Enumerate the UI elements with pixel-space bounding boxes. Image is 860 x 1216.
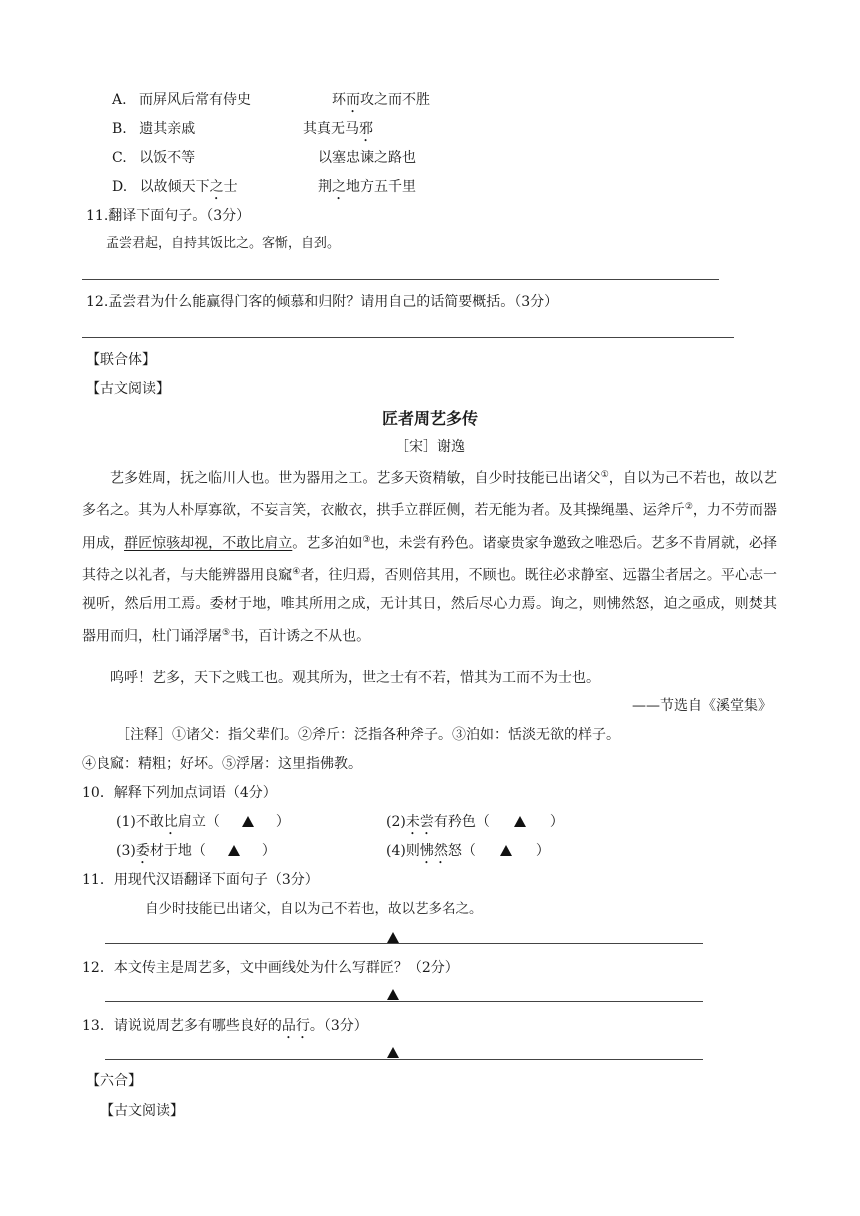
option-c: [112, 148, 195, 168]
dotted-word: 比: [163, 814, 178, 830]
option-right-text: 环: [332, 92, 346, 108]
article-title: 匠者周艺多传: [381, 409, 478, 428]
option-right-text: 攻之而不胜: [360, 92, 430, 108]
dotted-word: 品行: [281, 1018, 310, 1034]
option-left-text: 以饭不等: [139, 150, 196, 166]
answer-line[interactable]: [82, 337, 734, 338]
article-author: ［宋］谢逸: [395, 439, 465, 455]
section-header-guwen-2: 【古文阅读】: [100, 1103, 184, 1119]
option-label: A.: [112, 92, 127, 108]
option-d: [112, 177, 238, 203]
option-right-text: 地方五千里: [346, 179, 416, 195]
article-source: ——节选自《溪堂集》: [632, 698, 772, 714]
notes-line-1: ［注释］①诸父：指父辈们。②斧斤：泛指各种斧子。③泊如：恬淡无欲的样子。: [116, 727, 620, 743]
note-ref: ⑤: [222, 627, 231, 638]
dotted-word: 之: [209, 179, 224, 195]
note-ref: ④: [292, 566, 301, 577]
underlined-passage: 群匠惊骇却视，不敢比肩立: [124, 535, 293, 552]
note-ref: ③: [362, 534, 371, 545]
q10-item-2: (2)未尝有矜色（ ）: [386, 814, 564, 830]
answer-line[interactable]: [82, 279, 719, 280]
triangle-icon: [500, 845, 512, 856]
option-right-text: 其真无马: [303, 121, 359, 137]
section-header-lianheti: 【联合体】: [86, 352, 156, 368]
option-right-text: 以塞忠谏之路也: [318, 150, 416, 166]
answer-line[interactable]: [105, 943, 703, 944]
section-header-liuhe: 【六合】: [86, 1073, 142, 1089]
dotted-word: 邪: [359, 121, 373, 137]
note-ref: ②: [684, 502, 693, 513]
option-a: [112, 90, 251, 110]
q10-item-4: (4)则怫然怒（ ）: [386, 843, 550, 859]
option-right-text: 荆: [318, 179, 332, 195]
triangle-icon: [242, 816, 254, 827]
q13-prompt: 13．请说说周艺多有哪些良好的品行。（3分）: [82, 1018, 368, 1034]
notes-line-2: ④良窳：精粗；好坏。⑤浮屠：这里指佛教。: [82, 756, 362, 772]
dotted-word: 怫然: [419, 843, 448, 859]
answer-line[interactable]: [105, 1001, 703, 1002]
prev-q12-prompt: 12.孟尝君为什么能赢得门客的倾慕和归附？请用自己的话简要概括。（3分）: [86, 294, 559, 310]
prev-q11-sentence: 孟尝君起，自持其饭比之。客惭，自刭。: [106, 236, 341, 251]
triangle-icon: [387, 932, 399, 943]
option-a-right: [332, 90, 430, 116]
q12-prompt: 12．本文传主是周艺多，文中画线处为什么写群匠？（2分）: [82, 960, 459, 976]
section-header-guwen: 【古文阅读】: [86, 381, 170, 397]
prev-q11-prompt: 11.翻译下面句子。（3分）: [86, 208, 251, 224]
answer-line[interactable]: [105, 1059, 703, 1060]
q10-item-3: (3)委材于地（ ）: [116, 843, 276, 859]
dotted-word: 之: [332, 179, 346, 195]
triangle-icon: [387, 989, 399, 1000]
option-d-right: [318, 177, 416, 203]
dotted-word: 而: [346, 92, 360, 108]
q10-prompt: 10．解释下列加点词语（4分）: [82, 785, 277, 801]
option-b: [112, 119, 195, 139]
option-b-right: [303, 119, 373, 145]
option-label: D.: [112, 179, 128, 195]
triangle-icon: [514, 816, 526, 827]
option-left-text: 而屏风后常有侍史: [139, 92, 252, 108]
q11-prompt: 11．用现代汉语翻译下面句子（3分）: [82, 872, 319, 888]
option-label: C.: [112, 150, 127, 166]
answer-blank[interactable]: [476, 844, 536, 858]
q10-item-1: (1)不敢比肩立（ ）: [116, 814, 290, 830]
triangle-icon: [228, 845, 240, 856]
note-ref: ①: [600, 470, 609, 480]
dotted-word: 委: [135, 843, 150, 859]
option-left-text: 遗其亲戚: [139, 121, 196, 137]
triangle-icon: [387, 1047, 399, 1058]
option-label: B.: [112, 121, 127, 137]
answer-blank[interactable]: [490, 815, 550, 829]
q11-sentence: 自少时技能已出诸父，自以为己不若也，故以艺多名之。: [145, 901, 483, 917]
article-paragraph-2: 呜呼！艺多，天下之贱工也。观其所为，世之士有不若，惜其为工而不为士也。: [110, 670, 600, 686]
answer-blank[interactable]: [220, 815, 276, 829]
option-c-right: [318, 148, 416, 168]
answer-blank[interactable]: [206, 844, 262, 858]
article-paragraph-1: 艺多姓周，抚之临川人也。世为器用之工。艺多天资精敏，自少时技能已出诸父①，自以为己不若也，故以艺多名之。其为人朴厚寡欲，不妄言笑，衣敝衣，拱手立群匠侧，若无能为者。及其操绳墨、运斧斤②，力不劳而器用成，群匠惊骇却视，不敢比肩立。艺多泊如③也，未尝有矜色。诸豪贵家争邀致之唯恐后。艺多不肯屑就，必择其待之以礼者，与夫能辨器用良窳④者，往归焉，否则倍其用，不顾也。既往必求静室、远嚣尘者居之。平心志一视听，然后用工焉。委材于地，唯其所用之成，无计其日，然后尽心力焉。询之，则怫然怒，迫之亟成，则焚其器用而归，杜门诵浮屠⑤书，百计诱之不从也。: [82, 470, 778, 645]
dotted-word: 未尝: [405, 814, 434, 830]
option-left-text: 以故倾天下之士: [139, 179, 238, 195]
